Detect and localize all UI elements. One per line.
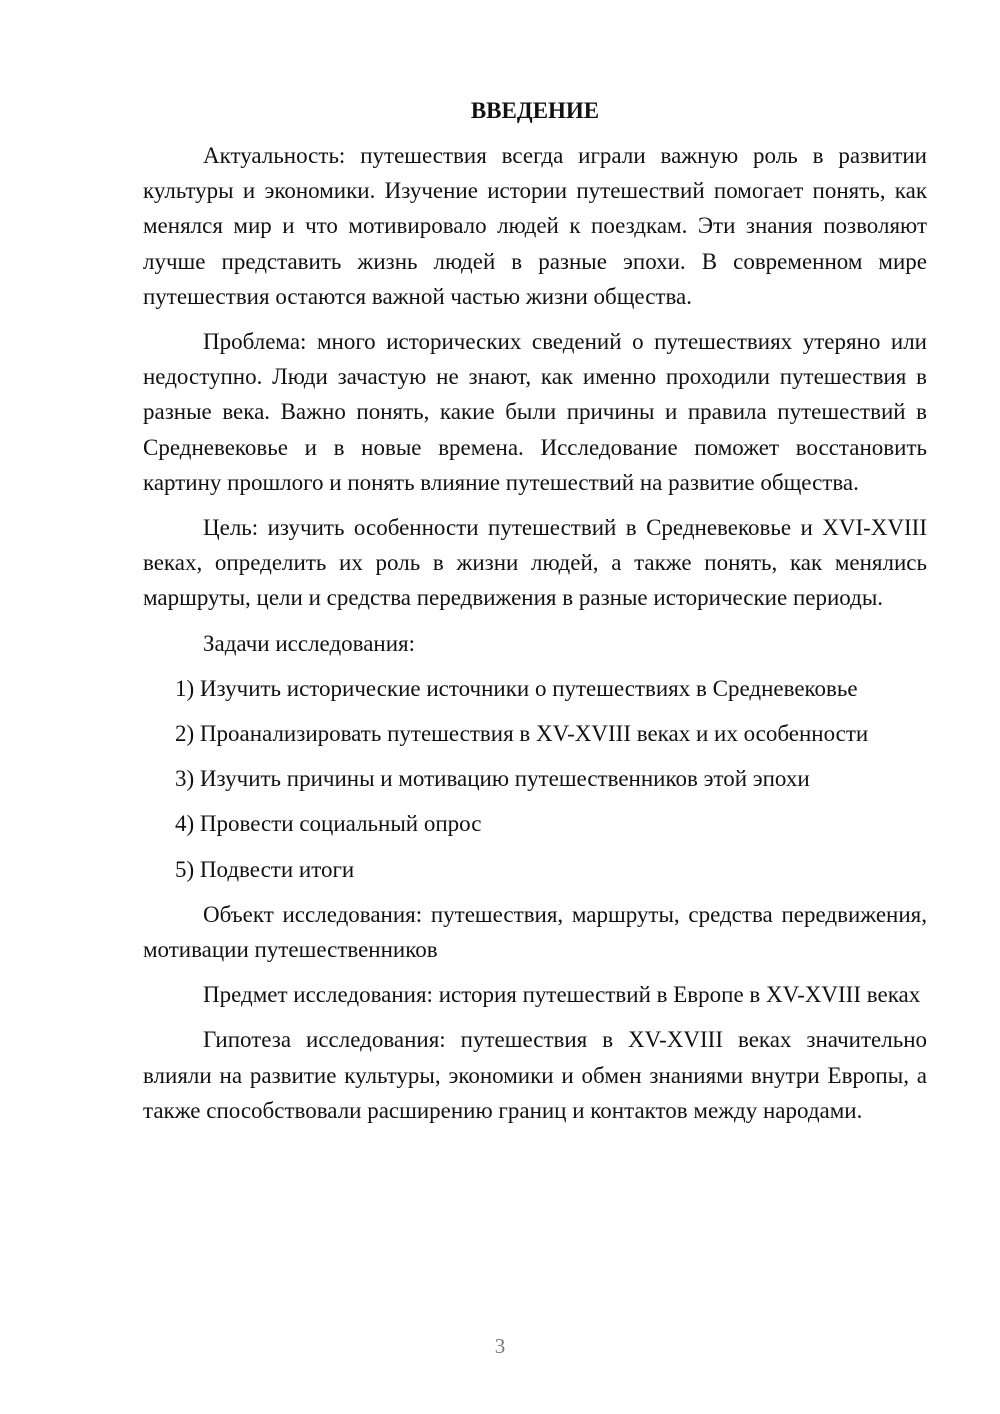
page-content [143, 96, 927, 1138]
page-number: 3 [494, 1334, 506, 1358]
tasks-list [143, 671, 927, 887]
task-item: 3) Изучить причины и мотивацию путешественников этой эпохи [175, 766, 810, 792]
hypothesis-paragraph: Гипотеза исследования: путешествия в XV-XVIII веках значительно влияли на развитие культуры, экономики и обмен знаниями внутри Европы, а также способствовали расширению границ и контактов между народами. [143, 1027, 927, 1123]
relevance-paragraph: Актуальность: путешествия всегда играли важную роль в развитии культуры и экономики. Изучение истории путешествий помогает понять, как менялся мир и что мотивировало людей к поездкам. Эти знания позволяют лучше представить жизнь людей в разные эпохи. В современном мире путешествия остаются важной частью жизни общества. [143, 143, 927, 309]
task-item: 2) Проанализировать путешествия в XV-XVIII веках и их особенности [175, 721, 869, 747]
problem-paragraph: Проблема: много исторических сведений о путешествиях утеряно или недоступно. Люди зачастую не знают, как именно проходили путешествия в разные века. Важно понять, какие были причины и правила путешествий в Средневековье и в новые времена. Исследование поможет восстановить картину прошлого и понять влияние путешествий на развитие общества. [143, 329, 927, 495]
subject-paragraph: Предмет исследования: история путешествий в Европе в XV-XVIII веках [203, 982, 921, 1008]
object-paragraph: Объект исследования: путешествия, маршруты, средства передвижения, мотивации путешественников [143, 901, 927, 963]
task-item: 5) Подвести итоги [175, 856, 355, 882]
goal-paragraph: Цель: изучить особенности путешествий в Средневековье и XVI-XVIII веках, определить их роль в жизни людей, а также понять, как менялись маршруты, цели и средства передвижения в разные исторические периоды. [143, 515, 927, 611]
page-title: ВВЕДЕНИЕ [470, 98, 600, 123]
task-item: 1) Изучить исторические источники о путешествиях в Средневековье [175, 675, 858, 701]
task-item: 4) Провести социальный опрос [175, 811, 482, 837]
tasks-heading: Задачи исследования: [203, 630, 416, 656]
